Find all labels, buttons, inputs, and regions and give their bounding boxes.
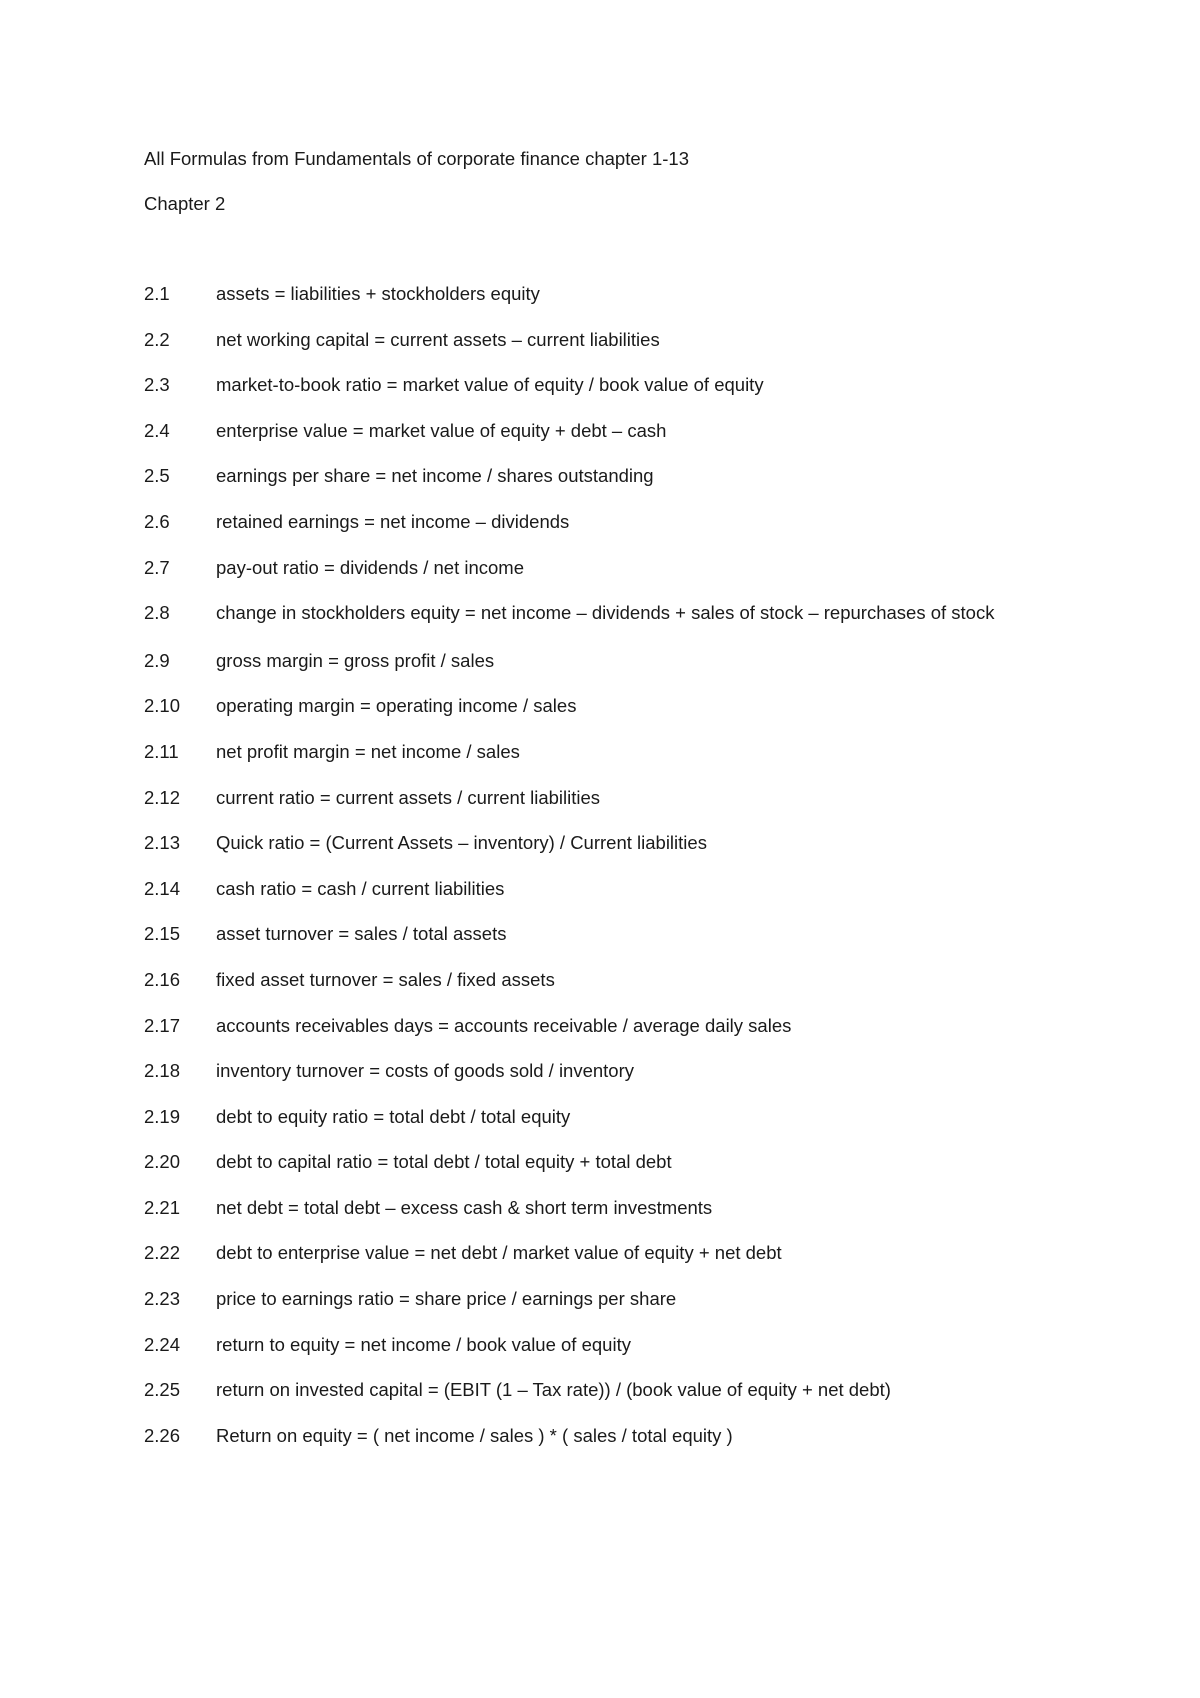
formula-number: 2.5: [144, 465, 170, 487]
formula-number: 2.20: [144, 1151, 181, 1173]
formula-number: 2.18: [144, 1060, 181, 1082]
formula-number: 2.1: [144, 283, 170, 304]
formula-item: [144, 693, 1044, 719]
formula-text: net debt = total debt – excess cash & short term investments: [216, 1196, 713, 1218]
formula-number: 2.6: [144, 510, 170, 532]
formula-text: market-to-book ratio = market value of equity / book value of equity: [216, 374, 764, 396]
formula-number: 2.14: [144, 877, 181, 899]
formula-item: [144, 1240, 1044, 1266]
formula-item: [144, 1195, 1044, 1221]
formula-text: debt to enterprise value = net debt / market value of equity + net debt: [216, 1242, 782, 1264]
formula-number: 2.10: [144, 695, 181, 717]
formula-item: [144, 739, 1044, 765]
formula-number: 2.2: [144, 328, 170, 350]
formula-text: gross margin = gross profit / sales: [216, 649, 495, 671]
formula-item: [144, 1377, 1044, 1403]
formula-item: [144, 876, 1044, 902]
formula-item: [144, 327, 1044, 353]
formula-item: [144, 372, 1044, 398]
formula-number: 2.26: [144, 1424, 181, 1446]
formula-text: operating margin = operating income / sales: [216, 695, 577, 717]
formula-item: [144, 785, 1044, 811]
formula-text: debt to equity ratio = total debt / total equity: [216, 1105, 571, 1127]
formula-number: 2.12: [144, 786, 181, 808]
formula-text: current ratio = current assets / current liabilities: [216, 786, 601, 808]
formula-text: debt to capital ratio = total debt / total equity + total debt: [216, 1151, 672, 1173]
formula-number: 2.13: [144, 832, 181, 854]
formula-item: [144, 1013, 1044, 1039]
formula-item: [144, 281, 1044, 307]
formula-item: [144, 1332, 1044, 1358]
formula-item: [144, 509, 1044, 535]
formula-item: [144, 830, 1044, 856]
formula-number: 2.4: [144, 419, 170, 441]
formula-number: 2.21: [144, 1196, 181, 1218]
formula-text: accounts receivables days = accounts receivable / average daily sales: [216, 1014, 792, 1036]
formula-number: 2.19: [144, 1105, 181, 1127]
formula-text: earnings per share = net income / shares outstanding: [216, 465, 654, 487]
formula-text: cash ratio = cash / current liabilities: [216, 877, 505, 899]
formula-item: [144, 600, 1044, 628]
formula-text: assets = liabilities + stockholders equity: [216, 283, 540, 304]
formula-number: 2.15: [144, 923, 181, 945]
formula-text: pay-out ratio = dividends / net income: [216, 556, 524, 578]
formula-text: net profit margin = net income / sales: [216, 740, 520, 762]
formula-number: 2.16: [144, 968, 181, 990]
formula-number: 2.8: [144, 602, 170, 624]
formula-item: [144, 1058, 1044, 1084]
formula-text: Quick ratio = (Current Assets – inventory) / Current liabilities: [216, 832, 707, 854]
formula-text: net working capital = current assets – current liabilities: [216, 328, 660, 350]
formula-text: inventory turnover = costs of goods sold / inventory: [216, 1060, 635, 1082]
chapter-heading: Chapter 2: [144, 193, 226, 214]
formula-text: Return on equity = ( net income / sales ) * ( sales / total equity ): [216, 1424, 733, 1446]
formula-item: [144, 1423, 1044, 1449]
formula-number: 2.25: [144, 1379, 181, 1401]
formula-number: 2.17: [144, 1014, 181, 1036]
formula-number: 2.23: [144, 1288, 181, 1310]
formula-number: 2.3: [144, 374, 170, 396]
formula-number: 2.22: [144, 1242, 181, 1264]
formula-text: retained earnings = net income – dividends: [216, 510, 570, 532]
formula-list: [144, 281, 1044, 1468]
formula-item: [144, 555, 1044, 581]
document-title: All Formulas from Fundamentals of corporate finance chapter 1-13: [144, 148, 689, 169]
formula-text: fixed asset turnover = sales / fixed assets: [216, 968, 555, 990]
formula-item: [144, 418, 1044, 444]
formula-number: 2.7: [144, 556, 170, 578]
formula-text: asset turnover = sales / total assets: [216, 923, 507, 945]
formula-item: [144, 1286, 1044, 1312]
formula-item: [144, 967, 1044, 993]
formula-item: [144, 463, 1044, 489]
formula-text: return to equity = net income / book value of equity: [216, 1333, 631, 1355]
formula-number: 2.9: [144, 649, 170, 671]
formula-number: 2.11: [144, 740, 179, 762]
formula-text: price to earnings ratio = share price / earnings per share: [216, 1288, 677, 1310]
formula-number: 2.24: [144, 1333, 181, 1355]
formula-text: enterprise value = market value of equity + debt – cash: [216, 419, 667, 441]
formula-text: change in stockholders equity = net income – dividends + sales of stock – repurchases of stock: [216, 602, 995, 624]
formula-item: [144, 921, 1044, 947]
formula-item: [144, 1149, 1044, 1175]
formula-item: [144, 1104, 1044, 1130]
formula-item: [144, 648, 1044, 674]
formula-text: return on invested capital = (EBIT (1 – Tax rate)) / (book value of equity + net debt): [216, 1379, 891, 1401]
